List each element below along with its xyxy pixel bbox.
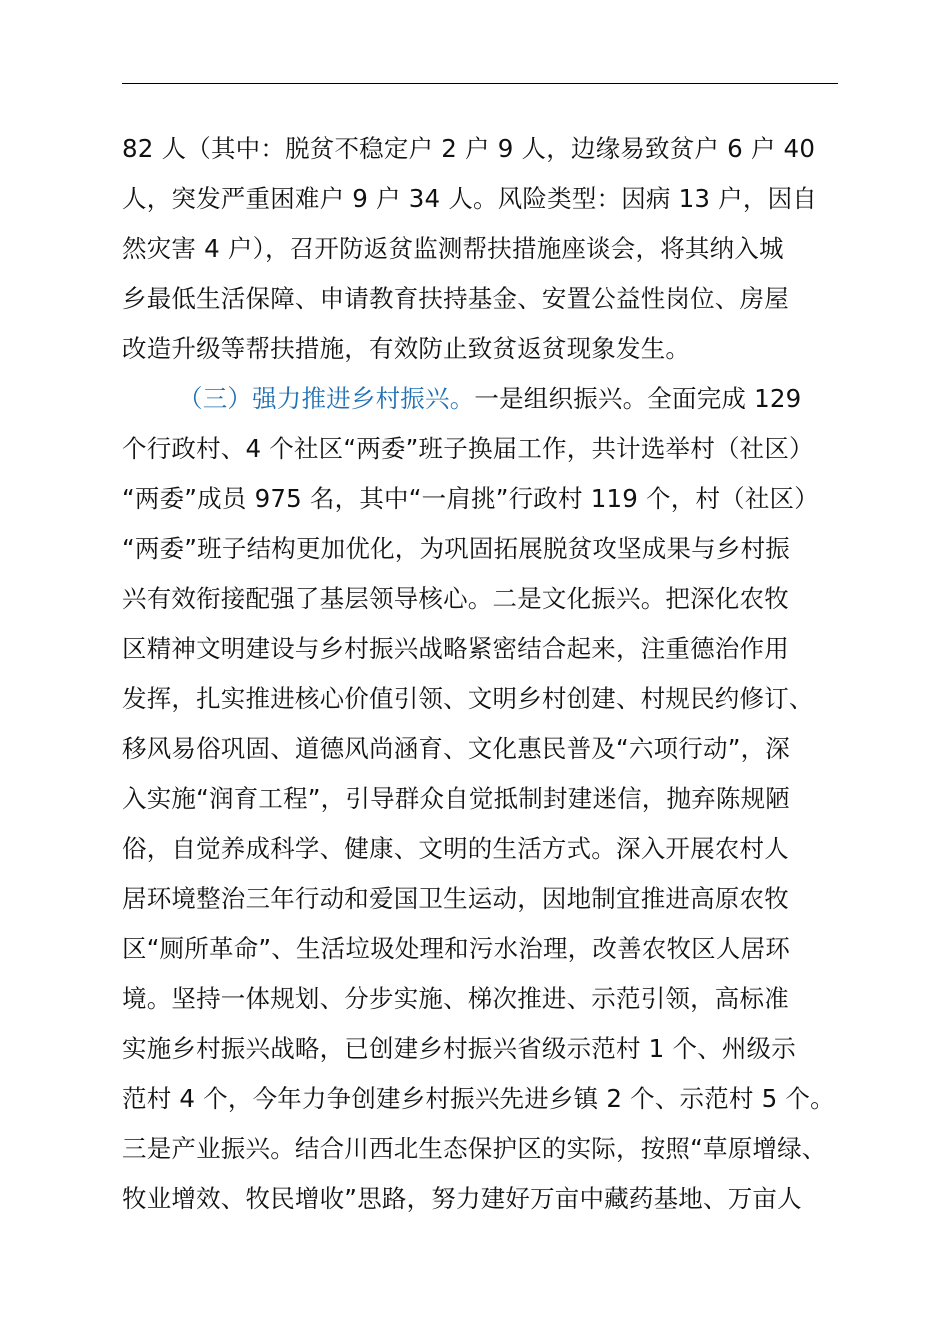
text-line: 兴有效衔接配强了基层领导核心。二是文化振兴。把深化农牧 bbox=[122, 584, 789, 613]
text-line: 实施乡村振兴战略，已创建乡村振兴省级示范村 1 个、州级示 bbox=[122, 1034, 796, 1063]
text-line: 入实施“润育工程”，引导群众自觉抵制封建迷信，抛弃陈规陋 bbox=[122, 784, 790, 813]
text-line: 范村 4 个，今年力争创建乡村振兴先进乡镇 2 个、示范村 5 个。 bbox=[122, 1084, 835, 1113]
text-line: 境。坚持一体规划、分步实施、梯次推进、示范引领，高标准 bbox=[122, 984, 789, 1013]
text-line: 三是产业振兴。结合川西北生态保护区的实际，按照“草原增绿、 bbox=[122, 1134, 827, 1163]
text-line: 个行政村、4 个社区“两委”班子换届工作，共计选举村（社区） bbox=[122, 434, 814, 463]
section-heading: （三）强力推进乡村振兴。 bbox=[178, 384, 475, 413]
text-line: “两委”班子结构更加优化，为巩固拓展脱贫攻坚成果与乡村振 bbox=[122, 534, 790, 563]
text-line: 82 人（其中：脱贫不稳定户 2 户 9 人，边缘易致贫户 6 户 40 bbox=[122, 134, 816, 163]
text-line: 改造升级等帮扶措施，有效防止致贫返贫现象发生。 bbox=[122, 334, 691, 363]
text-line: 牧业增效、牧民增收”思路，努力建好万亩中藏药基地、万亩人 bbox=[122, 1184, 802, 1213]
text-line: 居环境整治三年行动和爱国卫生运动，因地制宜推进高原农牧 bbox=[122, 884, 789, 913]
text-line: 俗，自觉养成科学、健康、文明的生活方式。深入开展农村人 bbox=[122, 834, 789, 863]
section-heading-line bbox=[122, 374, 852, 424]
text-line: 然灾害 4 户），召开防返贫监测帮扶措施座谈会，将其纳入城 bbox=[122, 234, 784, 263]
text-line: 区精神文明建设与乡村振兴战略紧密结合起来，注重德治作用 bbox=[122, 634, 789, 663]
text-line: 乡最低生活保障、申请教育扶持基金、安置公益性岗位、房屋 bbox=[122, 284, 789, 313]
section-heading-text: 一是组织振兴。全面完成 129 bbox=[474, 384, 802, 413]
text-line: 发挥，扎实推进核心价值引领、文明乡村创建、村规民约修订、 bbox=[122, 684, 814, 713]
header-rule bbox=[122, 83, 838, 84]
body-text bbox=[122, 124, 852, 1224]
text-line: 移风易俗巩固、道德风尚涵育、文化惠民普及“六项行动”，深 bbox=[122, 734, 790, 763]
text-line: 区“厕所革命”、生活垃圾处理和污水治理，改善农牧区人居环 bbox=[122, 934, 790, 963]
text-line: “两委”成员 975 名，其中“一肩挑”行政村 119 个，村（社区） bbox=[122, 484, 819, 513]
text-line: 人，突发严重困难户 9 户 34 人。风险类型：因病 13 户，因自 bbox=[122, 184, 817, 213]
